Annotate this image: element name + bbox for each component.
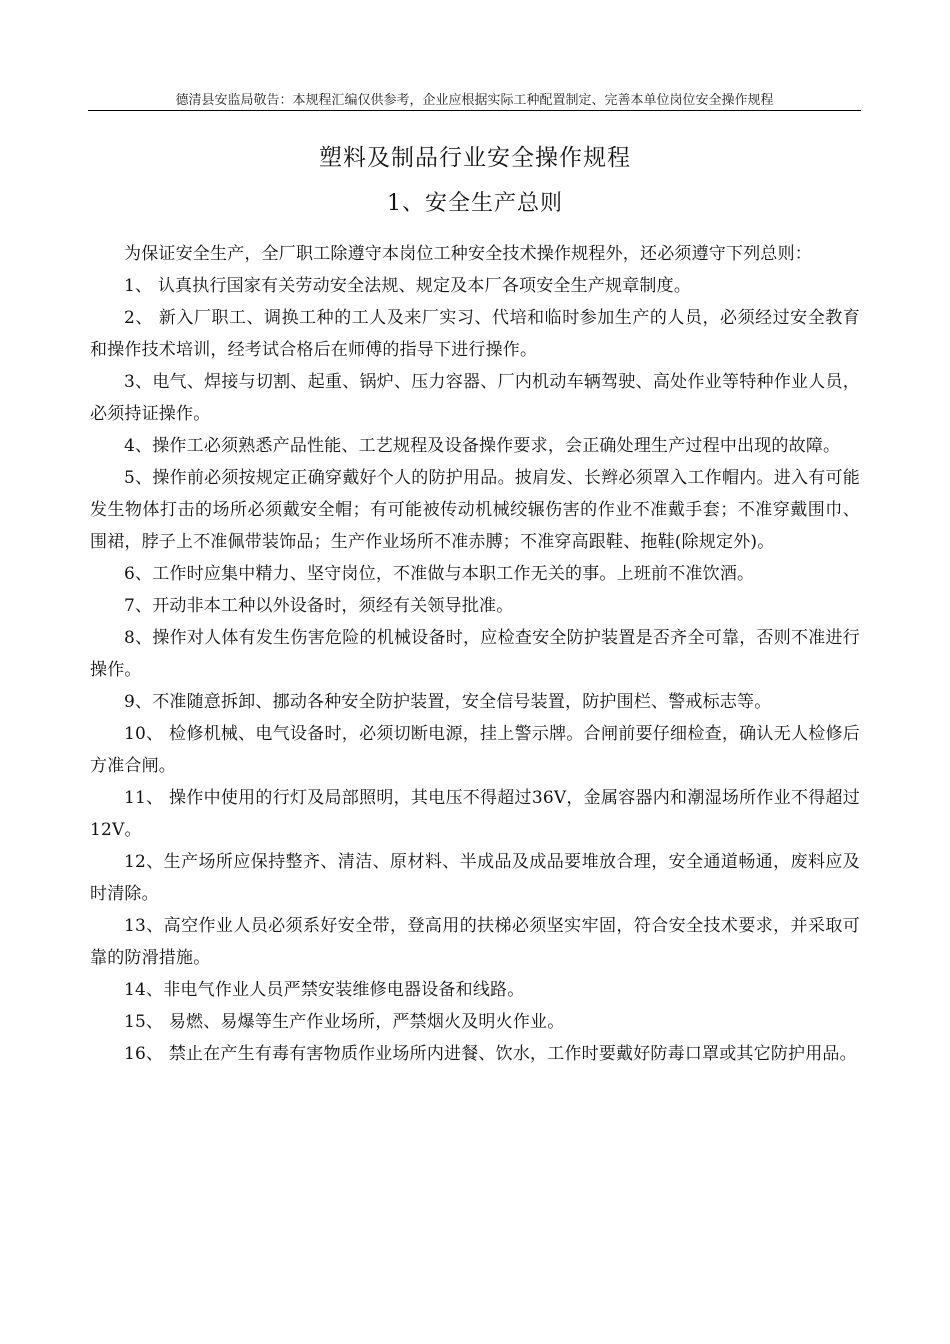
rule-item: 7、开动非本工种以外设备时，须经有关领导批准。: [124, 596, 514, 616]
rule-item: 8、操作对人体有发生伤害危险的机械设备时，应检查安全防护装置是否齐全可靠，否则不准进行操作。: [90, 628, 860, 680]
rule-item: 10、 检修机械、电气设备时，必须切断电源，挂上警示牌。合闸前要仔细检查，确认无人检修后方准合闸。: [90, 724, 860, 776]
intro-paragraph: 为保证安全生产，全厂职工除遵守本岗位工种安全技术操作规程外，还必须遵守下列总则：: [124, 244, 812, 264]
document-title: 塑料及制品行业安全操作规程: [319, 145, 631, 171]
rule-item: 13、高空作业人员必须系好安全带，登高用的扶梯必须坚实牢固，符合安全技术要求，并采取可靠的防滑措施。: [90, 916, 860, 968]
rule-item: 3、电气、焊接与切割、起重、锅炉、压力容器、厂内机动车辆驾驶、高处作业等特种作业人员，必须持证操作。: [90, 372, 860, 424]
document-body: [90, 238, 860, 1070]
section-title: 1、安全生产总则: [387, 191, 563, 216]
rule-item: 12、生产场所应保持整齐、清洁、原材料、半成品及成品要堆放合理，安全通道畅通，废料应及时清除。: [90, 852, 860, 904]
rule-item: 11、 操作中使用的行灯及局部照明，其电压不得超过36V，金属容器内和潮湿场所作业不得超过12V。: [90, 788, 860, 840]
rule-item: 1、 认真执行国家有关劳动安全法规、规定及本厂各项安全生产规章制度。: [124, 276, 692, 296]
rule-item: 6、工作时应集中精力、坚守岗位，不准做与本职工作无关的事。上班前不准饮酒。: [124, 564, 755, 584]
rule-item: 5、操作前必须按规定正确穿戴好个人的防护用品。披肩发、长辫必须罩入工作帽内。进入有可能发生物体打击的场所必须戴安全帽；有可能被传动机械绞辗伤害的作业不准戴手套；不准穿戴围巾、围裙，脖子上不准佩带装饰品；生产作业场所不准赤膊；不准穿高跟鞋、拖鞋(除规定外)。: [90, 468, 860, 552]
rule-item: 9、不准随意拆卸、挪动各种安全防护装置，安全信号装置，防护围栏、警戒标志等。: [124, 692, 772, 712]
rule-item: 14、非电气作业人员严禁安装维修电器设备和线路。: [124, 980, 525, 1000]
header-notice: 德清县安监局敬告：本规程汇编仅供参考，企业应根据实际工种配置制定、完善本单位岗位安全操作规程: [175, 93, 774, 108]
rule-item: 15、 易燃、易爆等生产作业场所，严禁烟火及明火作业。: [124, 1012, 565, 1032]
rule-item: 2、 新入厂职工、调换工种的工人及来厂实习、代培和临时参加生产的人员，必须经过安全教育和操作技术培训，经考试合格后在师傅的指导下进行操作。: [90, 308, 860, 360]
rule-item: 4、操作工必须熟悉产品性能、工艺规程及设备操作要求，会正确处理生产过程中出现的故障。: [124, 436, 841, 456]
header-divider: [88, 110, 861, 111]
rule-item: 16、 禁止在产生有毒有害物质作业场所内进餐、饮水，工作时要戴好防毒口罩或其它防护用品。: [124, 1044, 857, 1064]
